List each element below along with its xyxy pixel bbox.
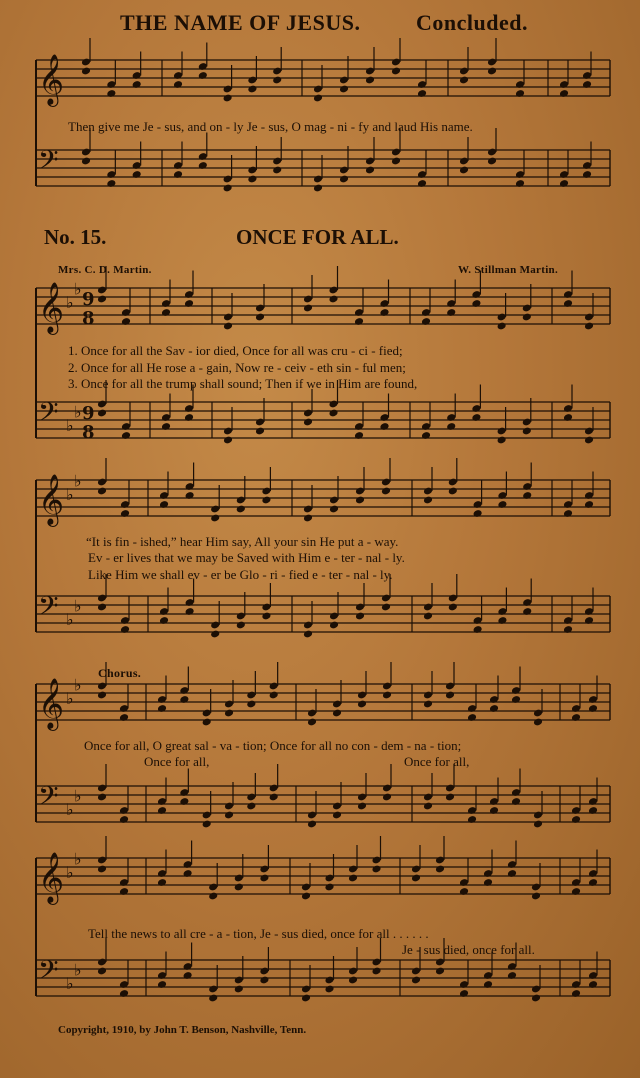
treble-clef: 𝄞 bbox=[38, 678, 65, 729]
notehead bbox=[339, 85, 349, 94]
notehead bbox=[445, 793, 455, 802]
notehead bbox=[507, 971, 517, 980]
notehead bbox=[301, 892, 311, 901]
notehead bbox=[391, 157, 401, 166]
time-signature: 8 bbox=[82, 308, 95, 329]
notehead bbox=[381, 603, 391, 612]
treble-clef: 𝄞 bbox=[38, 852, 65, 903]
notehead bbox=[446, 422, 456, 431]
notehead bbox=[522, 313, 532, 322]
notehead bbox=[184, 299, 194, 308]
notehead bbox=[483, 878, 493, 887]
notehead bbox=[459, 166, 469, 175]
notehead bbox=[236, 621, 246, 630]
verse-1-line-1: 1. Once for all the Sav - ior died, Once for all was cru - ci - fied; bbox=[68, 343, 403, 358]
notehead bbox=[97, 967, 107, 976]
previous-hymn-status: Concluded. bbox=[416, 10, 528, 35]
flat-sign: ♭ bbox=[66, 415, 74, 435]
notehead bbox=[533, 718, 543, 727]
notehead bbox=[379, 422, 389, 431]
notehead bbox=[97, 295, 107, 304]
notehead bbox=[119, 815, 129, 824]
flat-sign: ♭ bbox=[74, 849, 82, 869]
notehead bbox=[97, 793, 107, 802]
copyright-notice: Copyright, 1910, by John T. Benson, Nashville, Tenn. bbox=[58, 1024, 307, 1036]
notehead bbox=[445, 691, 455, 700]
notehead bbox=[435, 967, 445, 976]
notehead bbox=[467, 713, 477, 722]
chorus-echo-2: Je - sus died, once for all. bbox=[402, 942, 535, 957]
flat-sign: ♭ bbox=[74, 279, 82, 299]
notehead bbox=[307, 718, 317, 727]
notehead bbox=[584, 436, 594, 445]
notehead bbox=[185, 607, 195, 616]
notehead bbox=[246, 700, 256, 709]
notehead bbox=[119, 887, 129, 896]
notehead bbox=[179, 797, 189, 806]
notehead bbox=[354, 431, 364, 440]
notehead bbox=[563, 625, 573, 634]
notehead bbox=[157, 878, 167, 887]
notehead bbox=[81, 157, 91, 166]
chorus-echo-1b: Once for all, bbox=[404, 754, 470, 769]
notehead bbox=[423, 700, 433, 709]
notehead bbox=[307, 820, 317, 829]
chorus-label: Chorus. bbox=[98, 666, 142, 680]
notehead bbox=[467, 815, 477, 824]
notehead bbox=[559, 89, 569, 98]
notehead bbox=[183, 971, 193, 980]
flat-sign: ♭ bbox=[74, 960, 82, 980]
notehead bbox=[446, 308, 456, 317]
notehead bbox=[487, 67, 497, 76]
notehead bbox=[421, 431, 431, 440]
chorus-line-2: Tell the news to all cre - a - tion, Je - sus died, once for all . . . . . . bbox=[88, 926, 429, 941]
notehead bbox=[236, 505, 246, 514]
notehead bbox=[582, 80, 592, 89]
verse-1-line-2: “It is fin - ished,” hear Him say, All your sin He put a - way. bbox=[86, 534, 399, 549]
notehead bbox=[303, 304, 313, 313]
flat-sign: ♭ bbox=[74, 402, 82, 422]
notehead bbox=[246, 802, 256, 811]
notehead bbox=[473, 625, 483, 634]
notehead bbox=[272, 166, 282, 175]
notehead bbox=[571, 989, 581, 998]
notehead bbox=[97, 865, 107, 874]
time-signature: 9 bbox=[82, 289, 95, 310]
notehead bbox=[173, 170, 183, 179]
notehead bbox=[223, 94, 233, 103]
notehead bbox=[584, 500, 594, 509]
bass-clef: 𝄢 bbox=[38, 144, 59, 182]
notehead bbox=[497, 436, 507, 445]
notehead bbox=[511, 695, 521, 704]
notehead bbox=[301, 994, 311, 1003]
notehead bbox=[522, 607, 532, 616]
notehead bbox=[588, 704, 598, 713]
notehead bbox=[161, 422, 171, 431]
chorus-echo-1a: Once for all, bbox=[144, 754, 210, 769]
verse-3-line-1: 3. Once for all the trump shall sound; Then if we in Him are found, bbox=[68, 376, 418, 391]
notehead bbox=[208, 892, 218, 901]
notehead bbox=[522, 427, 532, 436]
notehead bbox=[371, 865, 381, 874]
notehead bbox=[382, 793, 392, 802]
notehead bbox=[159, 616, 169, 625]
flat-sign: ♭ bbox=[74, 596, 82, 616]
notehead bbox=[365, 166, 375, 175]
notehead bbox=[588, 878, 598, 887]
notehead bbox=[106, 179, 116, 188]
notehead bbox=[348, 976, 358, 985]
notehead bbox=[157, 980, 167, 989]
notehead bbox=[255, 427, 265, 436]
notehead bbox=[234, 883, 244, 892]
notehead bbox=[584, 322, 594, 331]
notehead bbox=[563, 413, 573, 422]
notehead bbox=[411, 976, 421, 985]
verse-2-line-1: 2. Once for all He rose a - gain, Now re - ceiv - eth sin - ful men; bbox=[68, 360, 406, 375]
notehead bbox=[459, 887, 469, 896]
words-credit: Mrs. C. D. Martin. bbox=[58, 264, 152, 276]
notehead bbox=[507, 869, 517, 878]
flat-sign: ♭ bbox=[66, 862, 74, 882]
notehead bbox=[119, 713, 129, 722]
notehead bbox=[559, 179, 569, 188]
notehead bbox=[247, 85, 257, 94]
notehead bbox=[471, 299, 481, 308]
notehead bbox=[357, 700, 367, 709]
notehead bbox=[421, 317, 431, 326]
previous-hymn-title: THE NAME OF JESUS. bbox=[120, 10, 361, 35]
notehead bbox=[371, 967, 381, 976]
notehead bbox=[379, 308, 389, 317]
bass-clef: 𝄢 bbox=[38, 780, 59, 818]
notehead bbox=[313, 94, 323, 103]
notehead bbox=[119, 989, 129, 998]
flat-sign: ♭ bbox=[66, 484, 74, 504]
verse-2-line-2: Ev - er lives that we may be Saved with Him e - ter - nal - ly. bbox=[88, 550, 405, 565]
notehead bbox=[515, 89, 525, 98]
notehead bbox=[563, 509, 573, 518]
notehead bbox=[417, 179, 427, 188]
notehead bbox=[234, 985, 244, 994]
verse-3-line-2: Like Him we shall ev - er be Glo - ri - fied e - ter - nal - ly. bbox=[88, 567, 393, 582]
notehead bbox=[582, 170, 592, 179]
notehead bbox=[97, 603, 107, 612]
flat-sign: ♭ bbox=[74, 786, 82, 806]
notehead bbox=[584, 616, 594, 625]
notehead bbox=[224, 709, 234, 718]
notehead bbox=[381, 487, 391, 496]
notehead bbox=[423, 802, 433, 811]
notehead bbox=[489, 806, 499, 815]
notehead bbox=[497, 500, 507, 509]
notehead bbox=[173, 80, 183, 89]
notehead bbox=[357, 802, 367, 811]
notehead bbox=[391, 67, 401, 76]
notehead bbox=[97, 409, 107, 418]
notehead bbox=[328, 409, 338, 418]
notehead bbox=[198, 161, 208, 170]
notehead bbox=[355, 612, 365, 621]
notehead bbox=[303, 514, 313, 523]
notehead bbox=[417, 89, 427, 98]
notehead bbox=[159, 500, 169, 509]
notehead bbox=[459, 989, 469, 998]
notehead bbox=[121, 431, 131, 440]
flat-sign: ♭ bbox=[74, 471, 82, 491]
notehead bbox=[483, 980, 493, 989]
notehead bbox=[210, 630, 220, 639]
notehead bbox=[121, 317, 131, 326]
notehead bbox=[471, 413, 481, 422]
notehead bbox=[261, 496, 271, 505]
notehead bbox=[571, 815, 581, 824]
notehead bbox=[531, 892, 541, 901]
treble-clef: 𝄞 bbox=[38, 282, 65, 333]
notehead bbox=[210, 514, 220, 523]
flat-sign: ♭ bbox=[66, 609, 74, 629]
notehead bbox=[588, 980, 598, 989]
notehead bbox=[208, 994, 218, 1003]
hymn-number: No. 15. bbox=[44, 225, 107, 249]
notehead bbox=[448, 487, 458, 496]
previous-hymn-lyrics: Then give me Je - sus, and on - ly Je - sus, O mag - ni - fy and laud His name. bbox=[68, 119, 473, 134]
notehead bbox=[269, 793, 279, 802]
flat-sign: ♭ bbox=[66, 688, 74, 708]
bass-clef: 𝄢 bbox=[38, 590, 59, 628]
notehead bbox=[332, 709, 342, 718]
notehead bbox=[81, 67, 91, 76]
notehead bbox=[522, 491, 532, 500]
notehead bbox=[259, 976, 269, 985]
notehead bbox=[303, 418, 313, 427]
notehead bbox=[329, 621, 339, 630]
notehead bbox=[255, 313, 265, 322]
notehead bbox=[448, 603, 458, 612]
notehead bbox=[106, 89, 116, 98]
notehead bbox=[571, 713, 581, 722]
notehead bbox=[423, 496, 433, 505]
notehead bbox=[348, 874, 358, 883]
notehead bbox=[313, 184, 323, 193]
notehead bbox=[247, 175, 257, 184]
notehead bbox=[97, 691, 107, 700]
notehead bbox=[487, 157, 497, 166]
notehead bbox=[365, 76, 375, 85]
notehead bbox=[511, 797, 521, 806]
flat-sign: ♭ bbox=[66, 292, 74, 312]
bass-clef: 𝄢 bbox=[38, 396, 59, 434]
notehead bbox=[473, 509, 483, 518]
notehead bbox=[183, 869, 193, 878]
notehead bbox=[184, 413, 194, 422]
time-signature: 9 bbox=[82, 403, 95, 424]
notehead bbox=[563, 299, 573, 308]
notehead bbox=[261, 612, 271, 621]
notehead bbox=[332, 811, 342, 820]
notehead bbox=[531, 994, 541, 1003]
notehead bbox=[198, 71, 208, 80]
flat-sign: ♭ bbox=[66, 799, 74, 819]
notehead bbox=[185, 491, 195, 500]
music-credit: W. Stillman Martin. bbox=[458, 264, 559, 276]
notehead bbox=[269, 691, 279, 700]
notehead bbox=[588, 806, 598, 815]
notehead bbox=[223, 322, 233, 331]
notehead bbox=[223, 184, 233, 193]
notehead bbox=[339, 175, 349, 184]
notehead bbox=[459, 76, 469, 85]
notehead bbox=[132, 170, 142, 179]
notehead bbox=[157, 806, 167, 815]
notehead bbox=[161, 308, 171, 317]
notehead bbox=[533, 820, 543, 829]
notehead bbox=[354, 317, 364, 326]
treble-clef: 𝄞 bbox=[38, 54, 65, 105]
treble-clef: 𝄞 bbox=[38, 474, 65, 525]
notehead bbox=[489, 704, 499, 713]
hymn-title: ONCE FOR ALL. bbox=[236, 225, 399, 249]
notehead bbox=[272, 76, 282, 85]
notehead bbox=[497, 616, 507, 625]
notehead bbox=[223, 436, 233, 445]
bass-clef: 𝄢 bbox=[38, 954, 59, 992]
flat-sign: ♭ bbox=[66, 973, 74, 993]
notehead bbox=[120, 625, 130, 634]
notehead bbox=[423, 612, 433, 621]
notehead bbox=[303, 630, 313, 639]
notehead bbox=[202, 820, 212, 829]
notehead bbox=[224, 811, 234, 820]
notehead bbox=[329, 505, 339, 514]
notehead bbox=[324, 985, 334, 994]
notehead bbox=[120, 509, 130, 518]
notehead bbox=[355, 496, 365, 505]
flat-sign: ♭ bbox=[74, 675, 82, 695]
notehead bbox=[157, 704, 167, 713]
notehead bbox=[328, 295, 338, 304]
notehead bbox=[132, 80, 142, 89]
notehead bbox=[382, 691, 392, 700]
notehead bbox=[259, 874, 269, 883]
notehead bbox=[179, 695, 189, 704]
notehead bbox=[497, 322, 507, 331]
notehead bbox=[435, 865, 445, 874]
notehead bbox=[515, 179, 525, 188]
notehead bbox=[324, 883, 334, 892]
notehead bbox=[411, 874, 421, 883]
notehead bbox=[202, 718, 212, 727]
notehead bbox=[571, 887, 581, 896]
chorus-line-1: Once for all, O great sal - va - tion; Once for all no con - dem - na - tion; bbox=[84, 738, 462, 753]
time-signature: 8 bbox=[82, 422, 95, 443]
notehead bbox=[97, 487, 107, 496]
